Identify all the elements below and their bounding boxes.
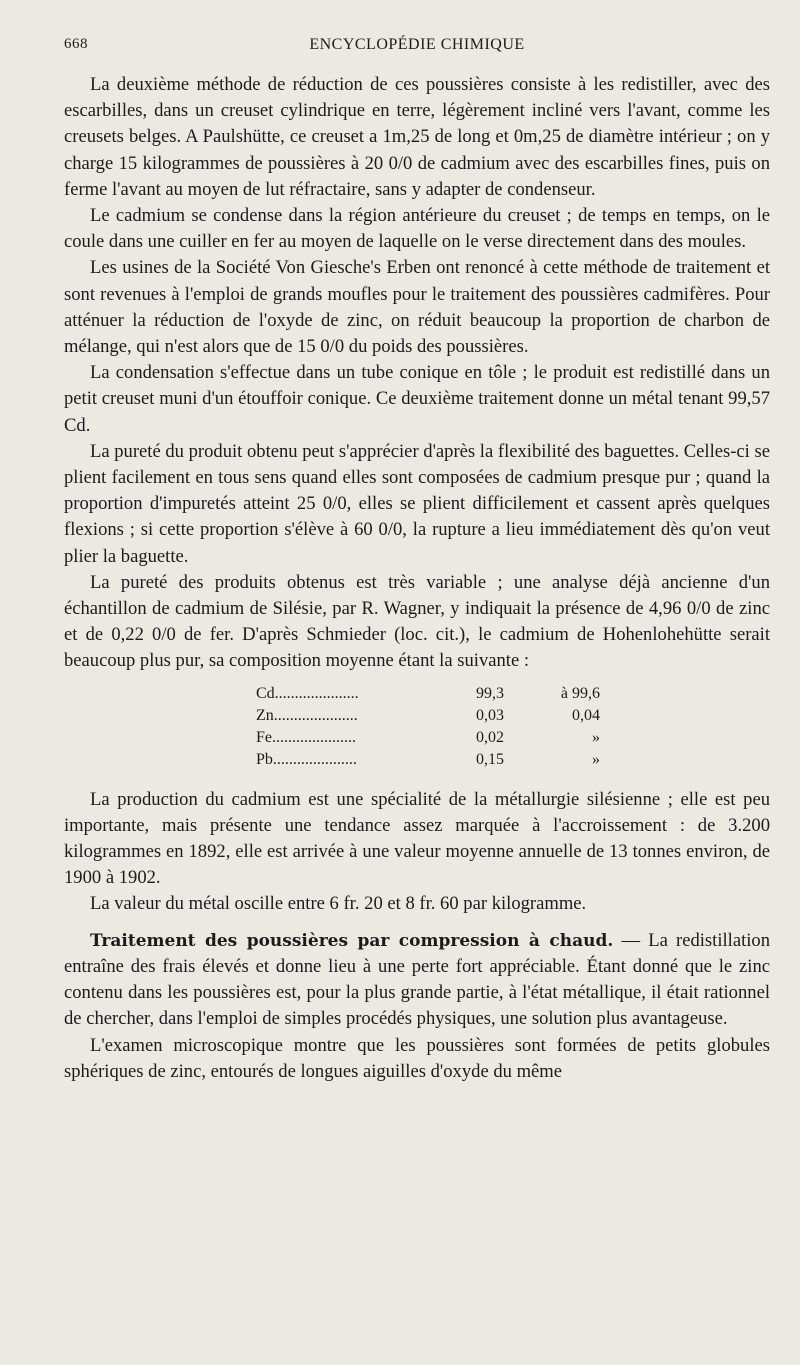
value-high: 0,04 xyxy=(572,706,600,724)
paragraph: La production du cadmium est une spécialité de la métallurgie silésienne ; elle est peu importante, mais présente une tendance assez marquée à l'accroissement : de 3.200 kilogrammes en 1892, elle est arrivée à une valeur moyenne annuelle de 13 tonnes environ, de 1900 à 1902. xyxy=(64,788,770,889)
value-high: » xyxy=(592,728,600,746)
paragraph: L'examen microscopique montre que les poussières sont formées de petits globules sphériques de zinc, entourés de longues aiguilles d'oxyde du même xyxy=(64,1034,770,1082)
page-number: 668 xyxy=(64,36,88,52)
value-low: 0,02 xyxy=(476,728,504,746)
element-label: Pb..................... xyxy=(256,750,357,768)
paragraph: Le cadmium se condense dans la région antérieure du creuset ; de temps en temps, on le coule dans une cuiller en fer au moyen de laquelle on le verse directement dans des moules. xyxy=(64,205,770,253)
section-title: Traitement des poussières par compression à chaud. xyxy=(90,930,614,951)
element-label: Cd..................... xyxy=(256,684,359,702)
value-high: » xyxy=(592,750,600,768)
paragraph: La condensation s'effectue dans un tube conique en tôle ; le produit est redistillé dans un petit creuset muni d'un étouffoir conique. Ce deuxième traitement donne un métal tenant 99,57 Cd. xyxy=(64,362,770,436)
table-row xyxy=(256,683,600,705)
paragraph: La pureté des produits obtenus est très variable ; une analyse déjà ancienne d'un échantillon de cadmium de Silésie, par R. Wagner, y indiquait la présence de 4,96 0/0 de zinc et de 0,22 0/0 de fer. D'après Schmieder (loc. cit.), le cadmium de Hohenlohehütte serait beaucoup plus pur, sa composition moyenne étant la suivante : xyxy=(64,571,770,672)
value-low: 0,15 xyxy=(476,750,504,768)
paragraph: La deuxième méthode de réduction de ces poussières consiste à les redistiller, avec des escarbilles, dans un creuset cylindrique en terre, légèrement incliné vers l'avant, comme les creusets belges. A Paulshütte, ce creuset a 1m,25 de long et 0m,25 de diamètre intérieur ; on y charge 15 kilogrammes de poussières à 20 0/0 de cadmium avec des escarbilles fines, puis on ferme l'avant au moyen de lut réfractaire, sans y adapter de condenseur. xyxy=(64,74,770,200)
paragraph: Les usines de la Société Von Giesche's Erben ont renoncé à cette méthode de traitement et sont revenues à l'emploi de grands moufles pour le traitement des poussières cadmifères. Pour atténuer la réduction de l'oxyde de zinc, on réduit beaucoup la proportion de charbon de mélange, qui n'est alors que de 15 0/0 du poids des poussières. xyxy=(64,257,770,358)
running-header xyxy=(64,36,770,58)
value-low: 0,03 xyxy=(476,706,504,724)
table-row xyxy=(256,749,600,771)
value-high: à 99,6 xyxy=(560,684,600,702)
section-lead-text: — La redistillation entraîne des frais élevés et donne lieu à une perte fort appréciable. Étant donné que le zinc contenu dans les poussières est, pour la plus grande partie, à l'état métallique, il était rationnel de chercher, dans l'emploi de simples procédés physiques, une solution plus avantageuse. xyxy=(64,929,770,1030)
body-text xyxy=(64,72,770,1085)
element-label: Fe..................... xyxy=(256,728,356,746)
table-row xyxy=(256,727,600,749)
composition-table xyxy=(256,683,600,771)
table-row xyxy=(256,705,600,727)
element-label: Zn..................... xyxy=(256,706,358,724)
paragraph: La pureté du produit obtenu peut s'apprécier d'après la flexibilité des baguettes. Celles-ci se plient facilement en tous sens quand elles sont composées de cadmium presque pur ; quand la proportion d'impuretés atteint 25 0/0, elles se plient difficilement et cassent après quelques flexions ; si cette proportion s'élève à 60 0/0, la rupture a lieu immédiatement dès qu'on veut plier la baguette. xyxy=(64,440,770,567)
value-low: 99,3 xyxy=(476,684,504,702)
running-title: ENCYCLOPÉDIE CHIMIQUE xyxy=(309,36,525,53)
paragraph: La valeur du métal oscille entre 6 fr. 20 et 8 fr. 60 par kilogramme. xyxy=(90,893,587,915)
section-paragraph xyxy=(64,928,770,1033)
